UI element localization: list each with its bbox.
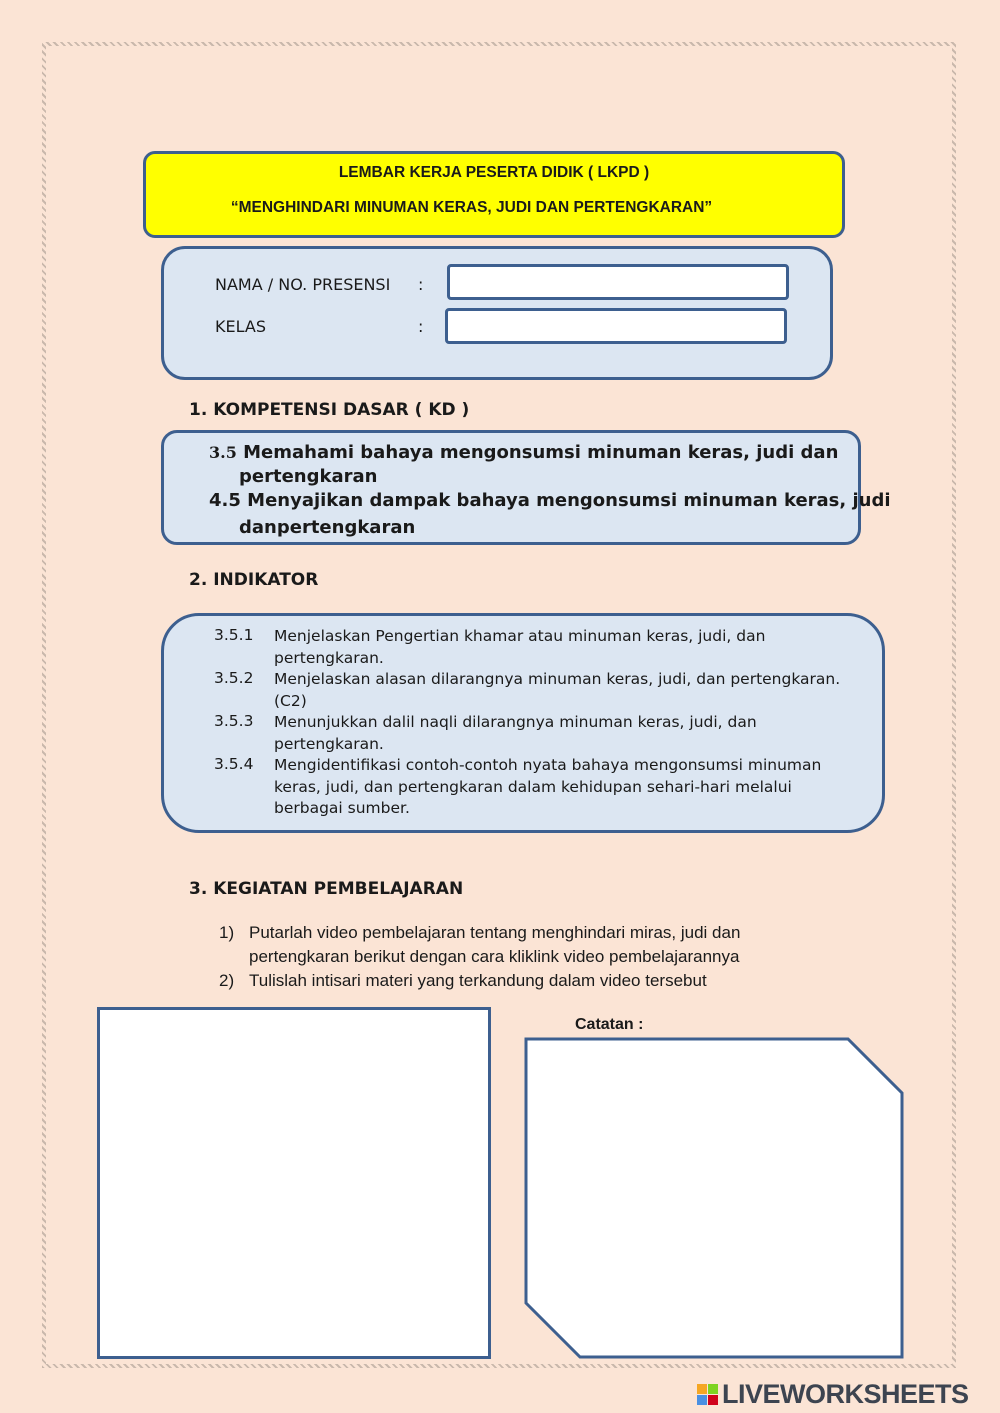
indikator-line: berbagai sumber. — [274, 799, 410, 817]
watermark-text: LIVEWORKSHEETS — [722, 1378, 969, 1409]
liveworksheets-watermark — [697, 1378, 993, 1410]
indikator-number: 3.5.3 — [214, 712, 254, 730]
indikator-line: keras, judi, dan pertengkaran dalam kehidupan sehari-hari melalui — [274, 777, 792, 796]
indikator-number: 3.5.2 — [214, 669, 254, 687]
step-1-text-cont: pertengkaran berikut dengan cara kliklink video pembelajarannya — [249, 947, 740, 966]
indikator-text — [274, 755, 821, 820]
section-heading-indikator: 2. INDIKATOR — [189, 570, 319, 590]
kd-item-3-5 — [209, 442, 838, 463]
section-heading-kd: 1. KOMPETENSI DASAR ( KD ) — [189, 400, 470, 420]
identity-box — [161, 246, 833, 380]
notes-label: Catatan : — [575, 1016, 644, 1033]
notes-input[interactable] — [545, 1050, 884, 1344]
indikator-line: Menjelaskan alasan dilarangnya minuman keras, judi, dan pertengkaran. — [274, 670, 841, 688]
class-label: KELAS — [215, 317, 266, 336]
indikator-line: Menjelaskan Pengertian khamar atau minuman keras, judi, dan — [274, 627, 766, 645]
worksheet-title: LEMBAR KERJA PESERTA DIDIK ( LKPD ) — [338, 164, 650, 181]
class-input[interactable] — [445, 308, 787, 344]
name-label: NAMA / NO. PRESENSI — [215, 275, 391, 294]
indikator-line: pertengkaran. — [274, 648, 384, 667]
kd-item-3-5-number: 3.5 — [209, 443, 237, 462]
name-input[interactable] — [447, 264, 789, 300]
kd-item-3-5-text: Memahami bahaya mengonsumsi minuman keras, judi dan — [243, 442, 839, 463]
kd-box — [161, 430, 891, 545]
indikator-line: Menunjukkan dalil naqli dilarangnya minuman keras, judi, dan — [274, 713, 757, 731]
kd-item-4-5-text-cont: danpertengkaran — [239, 517, 416, 538]
kd-item-3-5-text-cont: pertengkaran — [239, 466, 378, 487]
indikator-text — [274, 669, 840, 712]
indikator-line: Mengidentifikasi contoh-contoh nyata bahaya mengonsumsi minuman — [274, 756, 822, 774]
section-heading-kegiatan: 3. KEGIATAN PEMBELAJARAN — [189, 879, 464, 899]
liveworksheets-logo-icon — [697, 1384, 718, 1405]
indikator-text — [274, 626, 765, 669]
indikator-box — [161, 613, 885, 833]
indikator-line: pertengkaran. — [274, 734, 384, 753]
worksheet-subtitle: “MENGHINDARI MINUMAN KERAS, JUDI DAN PERTENGKARAN” — [230, 199, 713, 216]
name-colon: : — [418, 275, 424, 294]
video-embed-area[interactable] — [97, 1007, 491, 1359]
indikator-line: (C2) — [274, 691, 307, 710]
class-colon: : — [418, 317, 424, 336]
step-2-text: Tulislah intisari materi yang terkandung dalam video tersebut — [249, 971, 707, 990]
indikator-text — [274, 712, 757, 755]
indikator-number: 3.5.1 — [214, 626, 254, 644]
step-2-number: 2) — [219, 971, 235, 990]
indikator-number: 3.5.4 — [214, 755, 254, 773]
worksheet-title-box — [143, 151, 845, 238]
step-1-text: Putarlah video pembelajaran tentang menghindari miras, judi dan — [249, 923, 741, 942]
step-1-number: 1) — [219, 923, 235, 942]
kd-item-4-5: 4.5 Menyajikan dampak bahaya mengonsumsi minuman keras, judi — [209, 490, 891, 511]
